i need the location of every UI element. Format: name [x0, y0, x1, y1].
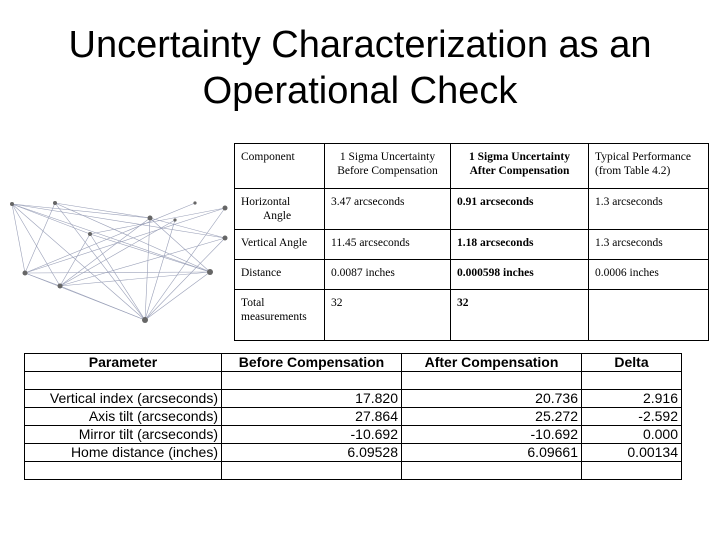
table-row: [235, 260, 709, 290]
measurement-network-figure: [0, 178, 240, 338]
param-before: 17.820: [222, 390, 402, 408]
param-before: -10.692: [222, 426, 402, 444]
param-delta: 0.000: [582, 426, 682, 444]
row-label: Total measurements: [235, 290, 325, 341]
param-label: Mirror tilt (arcseconds): [25, 426, 222, 444]
compensation-parameter-table: [24, 353, 682, 480]
table-row: [25, 408, 682, 426]
uncertainty-table: [234, 143, 709, 341]
param-label: Home distance (inches): [25, 444, 222, 462]
table-row: [25, 462, 682, 480]
param-delta: 0.00134: [582, 444, 682, 462]
cell-before: 11.45 arcseconds: [325, 230, 451, 260]
slide-title-line2: Operational Check: [202, 70, 518, 112]
param-label: Vertical index (arcseconds): [25, 390, 222, 408]
param-after: 25.272: [402, 408, 582, 426]
param-after: 6.09661: [402, 444, 582, 462]
header-delta: Delta: [582, 354, 682, 372]
param-after: 20.736: [402, 390, 582, 408]
table-row: [25, 390, 682, 408]
param-delta: -2.592: [582, 408, 682, 426]
header-after: 1 Sigma Uncertainty After Compensation: [451, 144, 589, 189]
table-row: [25, 372, 682, 390]
row-label: Distance: [235, 260, 325, 290]
parameter-table-header: [25, 354, 682, 372]
cell-after: 32: [451, 290, 589, 341]
param-after: -10.692: [402, 426, 582, 444]
header-typical: Typical Performance (from Table 4.2): [589, 144, 709, 189]
cell-typical: [589, 290, 709, 341]
header-before-comp: Before Compensation: [222, 354, 402, 372]
slide-title: [0, 22, 720, 114]
cell-typical: 1.3 arcseconds: [589, 189, 709, 230]
row-label: Vertical Angle: [235, 230, 325, 260]
row-label: Horizontal Angle: [241, 196, 292, 222]
cell-after: 1.18 arcseconds: [451, 230, 589, 260]
cell-typical: 1.3 arcseconds: [589, 230, 709, 260]
header-component: Component: [235, 144, 325, 189]
param-before: 6.09528: [222, 444, 402, 462]
header-parameter: Parameter: [25, 354, 222, 372]
table-row: [25, 444, 682, 462]
table-row: [235, 230, 709, 260]
cell-before: 3.47 arcseconds: [325, 189, 451, 230]
cell-typical: 0.0006 inches: [589, 260, 709, 290]
table-row: [25, 426, 682, 444]
header-before: 1 Sigma Uncertainty Before Compensation: [325, 144, 451, 189]
param-label: Axis tilt (arcseconds): [25, 408, 222, 426]
table-row: [235, 189, 709, 230]
cell-after: 0.91 arcseconds: [451, 189, 589, 230]
uncertainty-table-header: [235, 144, 709, 189]
slide-title-line1: Uncertainty Characterization as an: [68, 24, 652, 66]
cell-before: 32: [325, 290, 451, 341]
param-delta: 2.916: [582, 390, 682, 408]
cell-before: 0.0087 inches: [325, 260, 451, 290]
param-before: 27.864: [222, 408, 402, 426]
header-after-comp: After Compensation: [402, 354, 582, 372]
cell-after: 0.000598 inches: [451, 260, 589, 290]
table-row: [235, 290, 709, 341]
